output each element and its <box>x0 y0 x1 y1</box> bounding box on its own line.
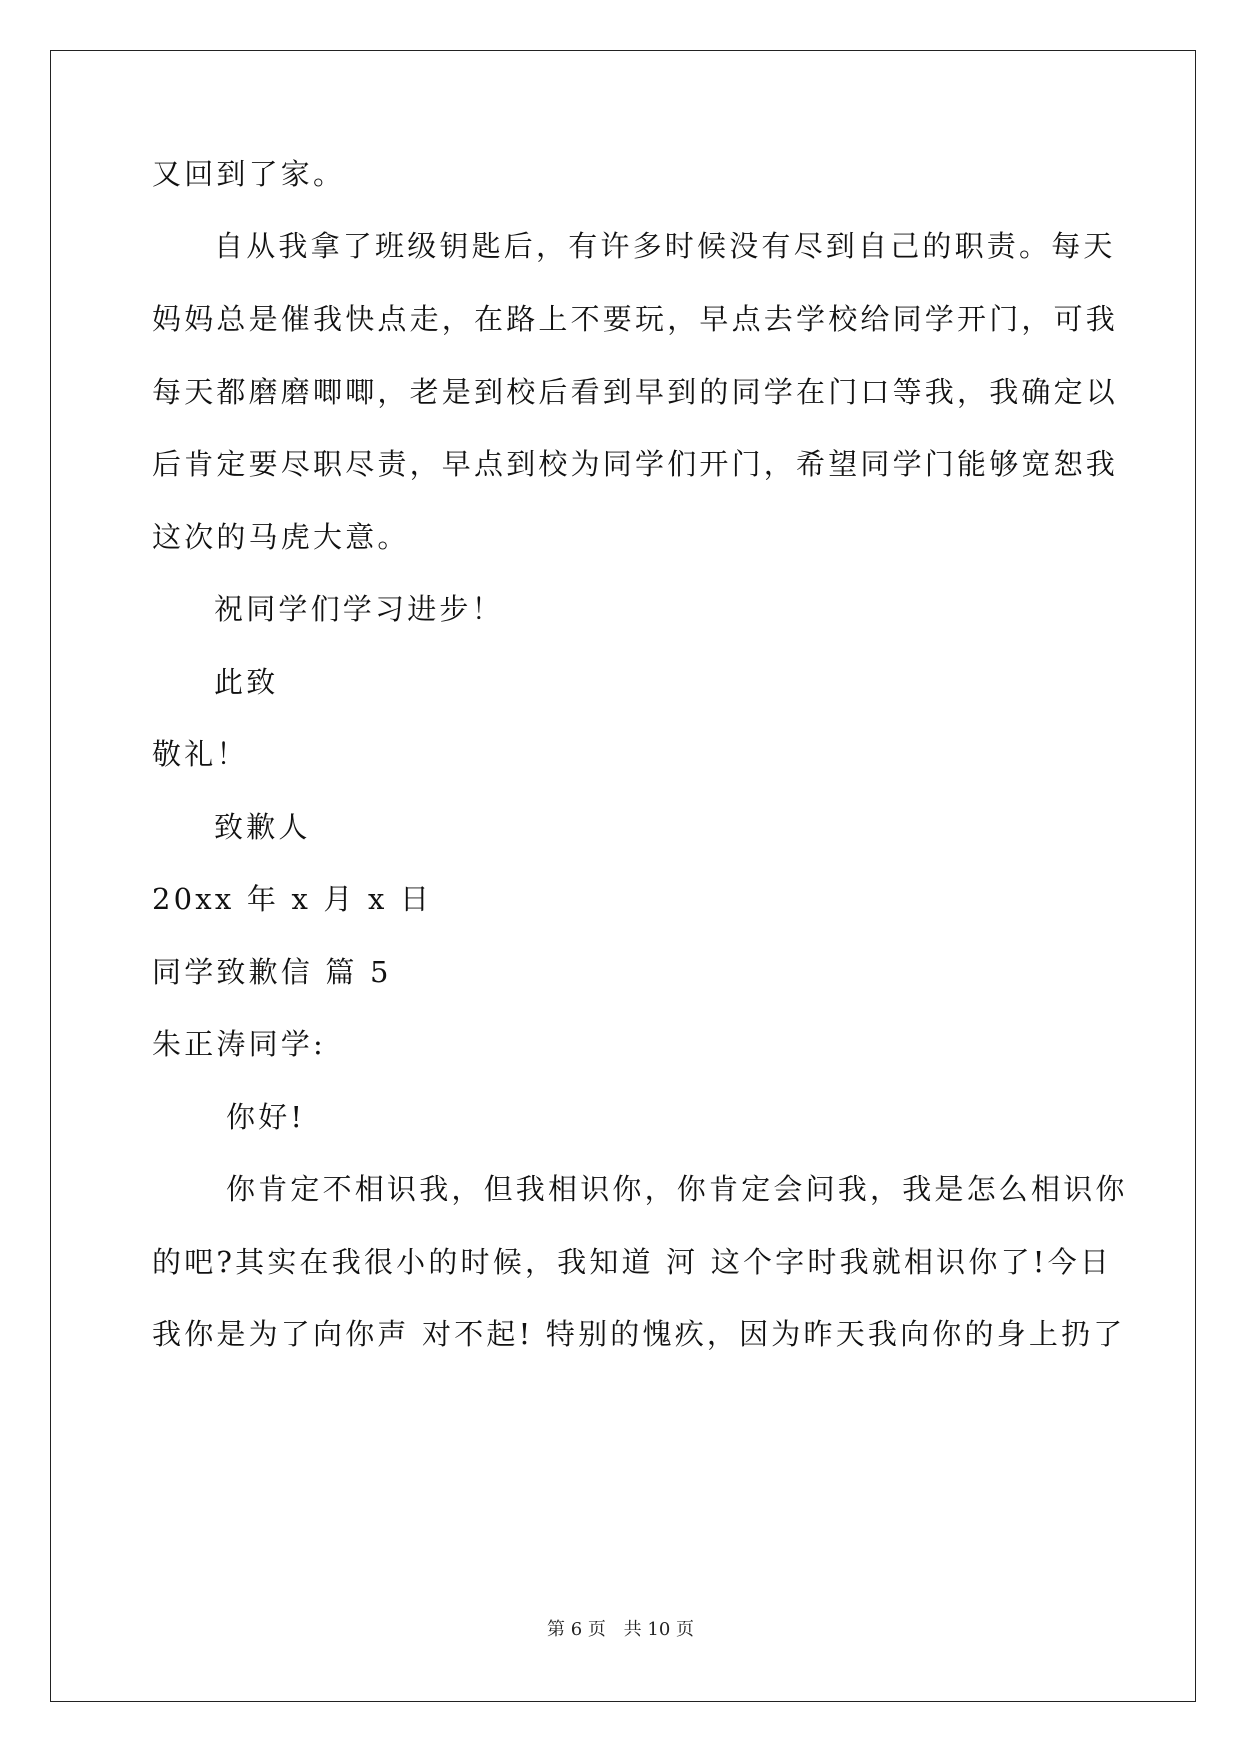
text-line: 致歉人 <box>214 810 311 844</box>
text-line: 每天都磨磨唧唧，老是到校后看到早到的同学在门口等我，我确定以 <box>152 375 1119 409</box>
text-line: 自从我拿了班级钥匙后，有许多时候没有尽到自己的职责。每天 <box>214 229 1116 263</box>
text-line: 妈妈总是催我快点走，在路上不要玩，早点去学校给同学开门，可我 <box>152 302 1119 336</box>
text-line: 后肯定要尽职尽责，早点到校为同学们开门，希望同学门能够宽恕我 <box>152 447 1119 481</box>
text-line: 这次的马虎大意。 <box>152 520 410 554</box>
salutation: 朱正涛同学: <box>152 1027 326 1061</box>
text-line: 祝同学们学习进步！ <box>214 592 504 626</box>
text-line: 又回到了家。 <box>152 157 346 191</box>
text-line: 敬礼！ <box>152 737 249 771</box>
page-number: 第 6 页 <box>547 1619 606 1640</box>
text-line: 你好! <box>226 1100 306 1134</box>
section-heading: 同学致歉信 篇 5 <box>152 955 392 989</box>
text-line: 我你是为了向你声 对不起! 特别的愧疚，因为昨天我向你的身上扔了 <box>152 1317 1126 1351</box>
text-line: 的吧?其实在我很小的时候，我知道 河 这个字时我就相识你了!今日 <box>152 1245 1113 1279</box>
text-line: 你肯定不相识我，但我相识你，你肯定会问我，我是怎么相识你 <box>226 1172 1128 1206</box>
page-total: 共 10 页 <box>623 1619 694 1640</box>
page-border <box>50 50 1196 1702</box>
text-line: 此致 <box>214 665 279 699</box>
text-line: 20xx 年 x 月 x 日 <box>152 882 433 916</box>
page-footer <box>0 1618 1241 1642</box>
